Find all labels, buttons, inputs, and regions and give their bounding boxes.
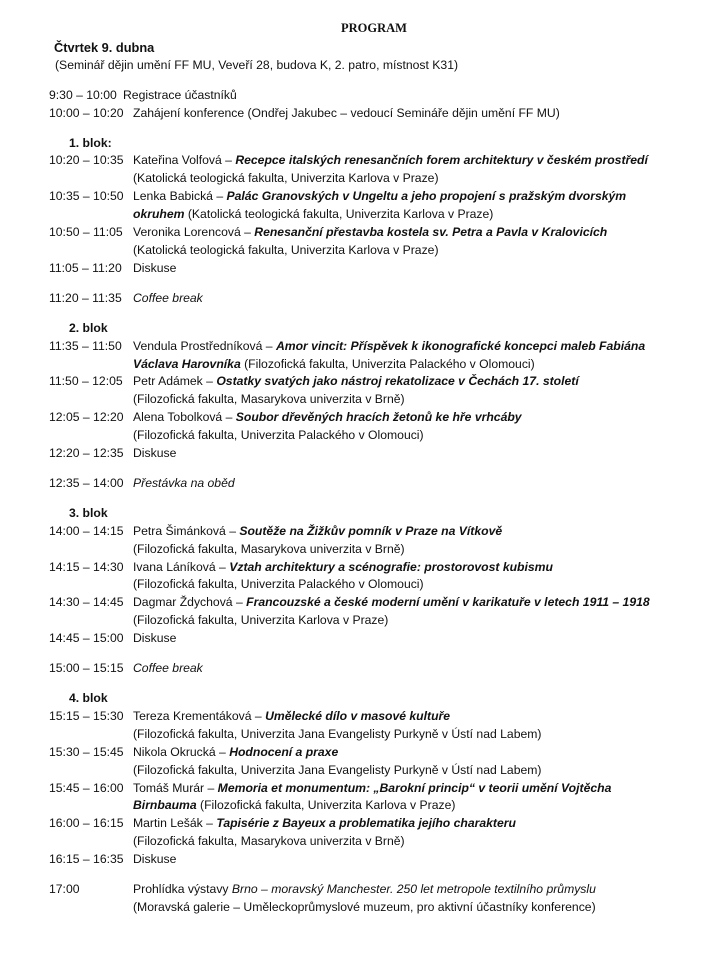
affiliation: (Katolická teologická fakulta, Univerzita Karlova v Praze): [133, 171, 439, 186]
discussion-row: [49, 851, 699, 869]
time-slot: 17:00: [49, 882, 80, 897]
affiliation: (Filozofická fakulta, Masarykova univerzita v Brně): [133, 834, 405, 849]
speaker: Lenka Babická –: [133, 189, 227, 204]
talk-row: [49, 152, 699, 170]
talk-title: Hodnocení a praxe: [229, 744, 339, 759]
talk-title: Renesanční přestavba kostela sv. Petra a Pavla v Kralovicích: [254, 225, 608, 240]
speaker: Tomáš Murár –: [133, 780, 218, 795]
talk-title: Soutěže na Žižkův pomník v Praze na Vítkově: [239, 523, 503, 538]
talk-row: [49, 373, 699, 391]
time-slot: 11:50 – 12:05: [49, 374, 123, 389]
speaker: Petra Šimánková –: [133, 523, 240, 538]
talk-title: Vztah architektury a scénografie: prostorovost kubismu: [229, 559, 553, 574]
speaker: Petr Adámek –: [133, 374, 217, 389]
item-text: Diskuse: [133, 260, 177, 275]
speaker: Martin Lešák –: [133, 816, 217, 831]
speaker: Ivana Láníková –: [133, 559, 230, 574]
talk-row: [49, 224, 699, 242]
time-slot: 15:45 – 16:00: [49, 780, 124, 795]
item-text: Diskuse: [133, 446, 177, 461]
discussion-row: [49, 445, 699, 463]
affiliation: (Filozofická fakulta, Univerzita Jana Evangelisty Purkyně v Ústí nad Labem): [133, 726, 542, 741]
affiliation: (Katolická teologická fakulta, Univerzita Karlova v Praze): [184, 207, 494, 222]
affiliation: (Filozofická fakulta, Univerzita Palackého v Olomouci): [133, 577, 424, 592]
talk-row: [49, 409, 699, 427]
discussion-row: [49, 260, 699, 278]
schedule-row: [49, 105, 699, 123]
speaker: Veronika Lorencová –: [133, 225, 255, 240]
affiliation: (Filozofická fakulta, Univerzita Palackého v Olomouci): [240, 356, 535, 371]
affiliation: (Filozofická fakulta, Univerzita Karlova v Praze): [196, 798, 456, 813]
talk-title: Amor vincit: Příspěvek k ikonografické koncepci maleb Fabiána: [275, 338, 646, 353]
closing-text: Prohlídka výstavy: [133, 882, 232, 897]
schedule-row: [49, 87, 699, 105]
program-document: [49, 20, 699, 917]
closing-row: [49, 881, 699, 899]
speaker: Tereza Krementáková –: [133, 708, 266, 723]
talk-title-cont: Václava Harovníka: [133, 356, 241, 371]
time-slot: 15:30 – 15:45: [49, 744, 124, 759]
talk-row: [49, 559, 699, 577]
time-slot: 14:30 – 14:45: [49, 595, 124, 610]
time-slot: 9:30 – 10:00: [49, 87, 117, 102]
break-row: [49, 660, 699, 678]
exhibition-title: Brno – moravský Manchester. 250 let metropole textilního průmyslu: [231, 882, 596, 897]
talk-title: Umělecké dílo v masové kultuře: [265, 708, 451, 723]
speaker: Alena Tobolková –: [133, 410, 236, 425]
affiliation: (Filozofická fakulta, Univerzita Jana Evangelisty Purkyně v Ústí nad Labem): [133, 762, 542, 777]
block-heading: 1. blok:: [69, 135, 112, 150]
day-heading: Čtvrtek 9. dubna: [54, 39, 155, 55]
item-text: Registrace účastníků: [123, 87, 237, 102]
break-text: Coffee break: [133, 290, 203, 305]
time-slot: 14:00 – 14:15: [49, 523, 124, 538]
time-slot: 16:00 – 16:15: [49, 816, 124, 831]
time-slot: 10:50 – 11:05: [49, 225, 123, 240]
talk-title: Ostatky svatých jako nástroj rekatolizace v Čechách 17. století: [216, 374, 579, 389]
break-text: Coffee break: [133, 661, 203, 676]
discussion-row: [49, 630, 699, 648]
time-slot: 15:00 – 15:15: [49, 661, 124, 676]
time-slot: 10:00 – 10:20: [49, 105, 124, 120]
talk-title-cont: Birnbauma: [133, 798, 197, 813]
talk-row: [49, 780, 699, 798]
item-text: Diskuse: [133, 631, 177, 646]
affiliation: (Katolická teologická fakulta, Univerzita Karlova v Praze): [133, 242, 439, 257]
talk-row: [49, 815, 699, 833]
affiliation: (Filozofická fakulta, Univerzita Karlova v Praze): [133, 613, 389, 628]
talk-row: [49, 744, 699, 762]
talk-row: [49, 188, 699, 206]
time-slot: 16:15 – 16:35: [49, 852, 124, 867]
affiliation: (Filozofická fakulta, Univerzita Palackého v Olomouci): [133, 428, 424, 443]
break-row: [49, 290, 699, 308]
break-row: [49, 475, 699, 493]
block-heading: 4. blok: [69, 691, 108, 705]
talk-title: Recepce italských renesančních forem architektury v českém prostředí: [235, 153, 648, 168]
block-heading: 2. blok: [69, 320, 108, 335]
item-text: Zahájení konference (Ondřej Jakubec – vedoucí Semináře dějin umění FF MU): [133, 105, 560, 120]
time-slot: 15:15 – 15:30: [49, 708, 124, 723]
talk-title: Soubor dřevěných hracích žetonů ke hře vrhcáby: [235, 410, 522, 425]
time-slot: 10:20 – 10:35: [49, 153, 124, 168]
speaker: Vendula Prostředníková –: [133, 338, 276, 353]
closing-note: (Moravská galerie – Uměleckoprůmyslové muzeum, pro aktivní účastníky konference): [133, 899, 596, 914]
speaker: Nikola Okrucká –: [133, 744, 230, 759]
page-title: PROGRAM: [341, 21, 407, 35]
talk-row: [49, 523, 699, 541]
time-slot: 11:20 – 11:35: [49, 290, 122, 305]
talk-title: Francouzské a české moderní umění v karikatuře v letech 1911 – 1918: [246, 595, 650, 610]
time-slot: 11:05 – 11:20: [49, 260, 122, 275]
talk-title: Tapisérie z Bayeux a problematika jejího charakteru: [216, 816, 516, 831]
talk-title: Memoria et monumentum: „Barokní princip“ v teorii umění Vojtěcha: [217, 780, 612, 795]
speaker: Dagmar Ždychová –: [133, 595, 247, 610]
time-slot: 10:35 – 10:50: [49, 189, 124, 204]
break-text: Přestávka na oběd: [133, 475, 235, 490]
talk-title: Palác Granovských v Ungeltu a jeho propojení s pražským dvorským: [226, 189, 627, 204]
talk-row: [49, 708, 699, 726]
talk-title-cont: okruhem: [133, 207, 185, 222]
time-slot: 12:20 – 12:35: [49, 446, 124, 461]
time-slot: 11:35 – 11:50: [49, 338, 122, 353]
affiliation: (Filozofická fakulta, Masarykova univerzita v Brně): [133, 541, 405, 556]
time-slot: 14:45 – 15:00: [49, 631, 124, 646]
talk-row: [49, 594, 699, 612]
time-slot: 12:05 – 12:20: [49, 410, 124, 425]
item-text: Diskuse: [133, 852, 177, 867]
venue-note: (Seminář dějin umění FF MU, Veveří 28, budova K, 2. patro, místnost K31): [55, 57, 459, 72]
affiliation: (Filozofická fakulta, Masarykova univerzita v Brně): [133, 392, 405, 407]
talk-row: [49, 338, 699, 356]
time-slot: 12:35 – 14:00: [49, 475, 124, 490]
block-heading: 3. blok: [69, 505, 108, 520]
time-slot: 14:15 – 14:30: [49, 559, 124, 574]
speaker: Kateřina Volfová –: [133, 153, 236, 168]
